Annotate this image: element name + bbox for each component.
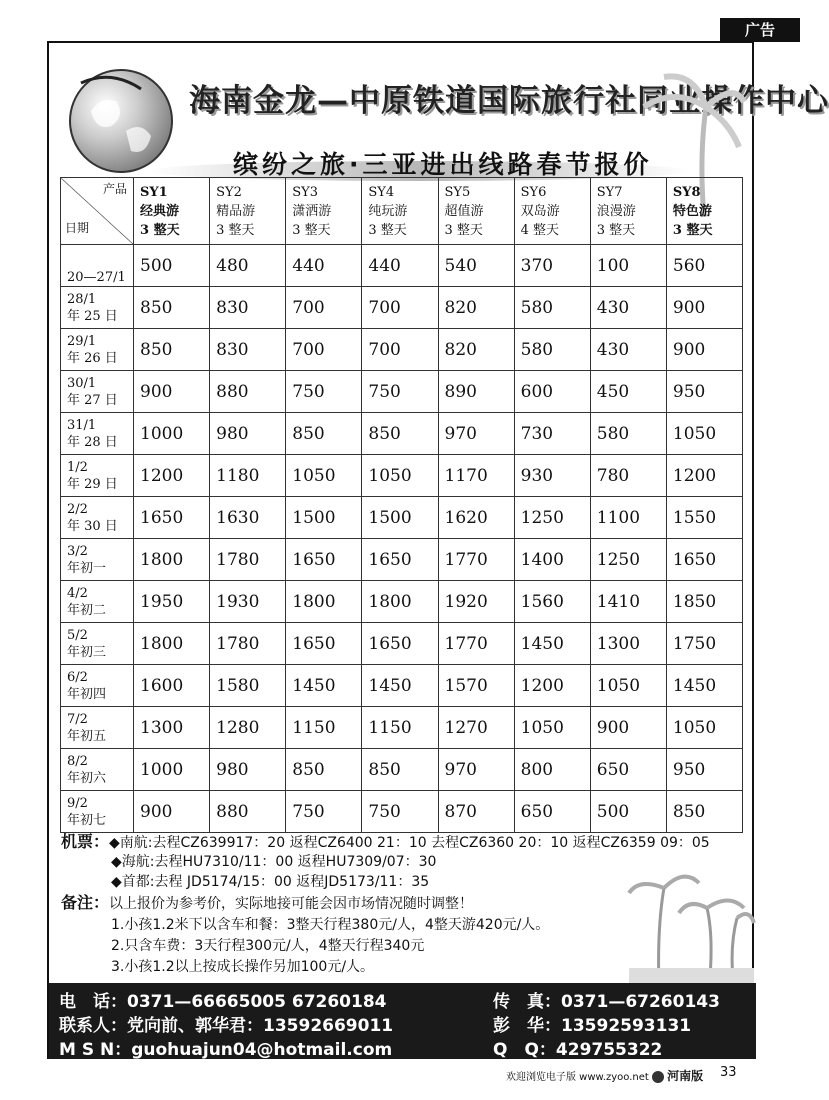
price-cell: 1170: [438, 455, 514, 497]
price-cell: 580: [590, 413, 666, 455]
price-cell: 1600: [134, 665, 210, 707]
contact-person-label: 联系人：: [59, 1016, 127, 1036]
price-cell: 830: [210, 329, 286, 371]
price-cell: 700: [362, 287, 438, 329]
price-table: [60, 177, 743, 833]
date-cell: [61, 287, 134, 329]
price-cell: 850: [362, 749, 438, 791]
price-cell: 1770: [438, 623, 514, 665]
price-cell: 1780: [210, 539, 286, 581]
notes-label: 备注：: [61, 893, 110, 912]
page-title: 海南金龙—中原铁道国际旅行社同业操作中心: [189, 83, 829, 119]
price-cell: 930: [514, 455, 590, 497]
fax-label: 传 真：: [493, 992, 561, 1012]
msn-label: M S N：: [59, 1040, 132, 1060]
price-cell: 780: [590, 455, 666, 497]
date-d1: 6/2: [67, 669, 88, 685]
price-cell: 700: [286, 287, 362, 329]
column-days: 3 整天: [368, 222, 407, 238]
price-cell: 480: [210, 245, 286, 287]
price-cell: 1450: [514, 623, 590, 665]
price-cell: 900: [590, 707, 666, 749]
date-d2: 年初一: [67, 560, 107, 576]
ticket-line-3: ◆首都:去程 JD5174/15：00 返程JD5173/11：35: [111, 874, 430, 890]
price-cell: 1450: [666, 665, 742, 707]
date-cell: [61, 749, 134, 791]
price-cell: 1950: [134, 581, 210, 623]
price-cell: 1800: [134, 623, 210, 665]
tickets-section: [61, 832, 710, 892]
price-cell: 700: [362, 329, 438, 371]
price-cell: 850: [286, 749, 362, 791]
price-cell: 1800: [286, 581, 362, 623]
globe-logo: [69, 69, 173, 173]
table-row: [61, 287, 743, 329]
phone-label: 电 话：: [59, 992, 127, 1012]
table-row: [61, 623, 743, 665]
msn-value: guohuajun04@hotmail.com: [131, 1040, 393, 1060]
date-d2: 年 30 日: [67, 518, 118, 534]
price-cell: 1800: [134, 539, 210, 581]
price-cell: 1650: [134, 497, 210, 539]
price-cell: 560: [666, 245, 742, 287]
price-cell: 1650: [286, 623, 362, 665]
price-cell: 1280: [210, 707, 286, 749]
price-cell: 820: [438, 287, 514, 329]
price-cell: 1300: [134, 707, 210, 749]
date-d2: 年初六: [67, 770, 107, 786]
date-d2: 年初七: [67, 812, 107, 828]
price-cell: 1250: [590, 539, 666, 581]
table-row: [61, 665, 743, 707]
price-cell: 1270: [438, 707, 514, 749]
date-d1: 7/2: [67, 711, 88, 727]
price-cell: 1300: [590, 623, 666, 665]
date-d2: 年初三: [67, 644, 107, 660]
price-cell: 700: [286, 329, 362, 371]
date-d2: 年初五: [67, 728, 107, 744]
price-cell: 880: [210, 371, 286, 413]
contact-person-value: 党向前、郭华君：13592669011: [127, 1016, 394, 1036]
price-cell: 580: [514, 329, 590, 371]
price-cell: 1920: [438, 581, 514, 623]
column-days: 3 整天: [216, 222, 255, 238]
column-code: SY7: [596, 184, 623, 200]
price-cell: 870: [438, 791, 514, 833]
price-cell: 440: [362, 245, 438, 287]
price-cell: 1150: [286, 707, 362, 749]
price-cell: 980: [210, 749, 286, 791]
table-row: [61, 455, 743, 497]
price-cell: 890: [438, 371, 514, 413]
date-cell: [61, 497, 134, 539]
date-d2: 年 28 日: [67, 434, 118, 450]
contact-person2-value: 13592593131: [561, 1016, 692, 1036]
price-cell: 1450: [362, 665, 438, 707]
price-cell: 1050: [514, 707, 590, 749]
price-cell: 100: [590, 245, 666, 287]
price-cell: 1930: [210, 581, 286, 623]
column-header-sy6: [514, 178, 590, 245]
price-cell: 950: [666, 749, 742, 791]
price-cell: 970: [438, 749, 514, 791]
date-cell: [61, 581, 134, 623]
price-cell: 1250: [514, 497, 590, 539]
price-cell: 850: [286, 413, 362, 455]
note-item-3: 3.小孩1.2以上按成长操作另加100元/人。: [111, 959, 375, 975]
price-cell: 1200: [514, 665, 590, 707]
price-cell: 750: [286, 791, 362, 833]
column-header-sy3: [286, 178, 362, 245]
column-header-sy8: [666, 178, 742, 245]
corner-product-label: 产品: [102, 182, 127, 196]
date-d1: 31/1: [67, 417, 97, 433]
price-cell: 970: [438, 413, 514, 455]
price-cell: 850: [134, 287, 210, 329]
corner-date-label: 日期: [65, 221, 90, 235]
price-cell: 1500: [286, 497, 362, 539]
price-cell: 1050: [666, 413, 742, 455]
table-row: [61, 707, 743, 749]
table-row: [61, 329, 743, 371]
date-d1: 3/2: [67, 543, 88, 559]
price-cell: 1650: [666, 539, 742, 581]
price-cell: 1750: [666, 623, 742, 665]
price-cell: 540: [438, 245, 514, 287]
tickets-label: 机票：: [61, 832, 110, 851]
price-cell: 800: [514, 749, 590, 791]
price-cell: 1200: [134, 455, 210, 497]
date-d2: 年 29 日: [67, 476, 118, 492]
price-cell: 600: [514, 371, 590, 413]
price-cell: 1560: [514, 581, 590, 623]
date-d2: 20—27/1: [67, 270, 126, 285]
table-row: [61, 539, 743, 581]
page-subtitle: 缤纷之旅·三亚进出线路春节报价: [233, 150, 653, 179]
phone-value: 0371—66665005 67260184: [127, 992, 387, 1012]
ad-frame: [47, 41, 829, 1060]
column-code: SY5: [444, 184, 471, 200]
price-cell: 900: [666, 287, 742, 329]
welcome-link-text[interactable]: 欢迎浏览电子版 www.zyoo.net: [506, 1072, 649, 1083]
table-row: [61, 791, 743, 833]
table-row: [61, 749, 743, 791]
qq-label: Q Q：: [493, 1040, 556, 1060]
qq-value: 429755322: [555, 1040, 663, 1060]
date-d2: 年 25 日: [67, 308, 118, 324]
palm-trees-icon: [629, 848, 754, 988]
price-cell: 580: [514, 287, 590, 329]
price-cell: 1650: [362, 539, 438, 581]
table-row: [61, 497, 743, 539]
price-cell: 850: [666, 791, 742, 833]
price-cell: 1620: [438, 497, 514, 539]
bottom-bar: [506, 1067, 703, 1084]
date-d2: 年 26 日: [67, 350, 118, 366]
column-days: 3 整天: [596, 222, 636, 238]
column-name: 潇洒游: [292, 203, 332, 219]
date-cell: [61, 665, 134, 707]
price-cell: 750: [362, 371, 438, 413]
column-days: 3 整天: [292, 222, 331, 238]
price-cell: 500: [134, 245, 210, 287]
column-name: 经典游: [140, 203, 180, 219]
note-item-1: 1.小孩1.2米下以含车和餐：3整天行程380元/人，4整天游420元/人。: [111, 917, 550, 933]
page-number: 33: [720, 1065, 737, 1080]
column-name: 浪漫游: [596, 203, 636, 219]
price-cell: 650: [514, 791, 590, 833]
column-code: SY6: [520, 184, 547, 200]
price-cell: 1050: [666, 707, 742, 749]
column-name: 双岛游: [520, 203, 560, 219]
date-d2: 年初四: [67, 686, 107, 702]
table-row: [61, 245, 743, 287]
price-cell: 430: [590, 287, 666, 329]
price-cell: 450: [590, 371, 666, 413]
table-row: [61, 371, 743, 413]
price-cell: 880: [210, 791, 286, 833]
price-cell: 730: [514, 413, 590, 455]
column-days: 3 整天: [444, 222, 483, 238]
price-cell: 1400: [514, 539, 590, 581]
price-cell: 820: [438, 329, 514, 371]
date-d1: 2/2: [67, 501, 88, 517]
column-code: SY1: [140, 184, 168, 200]
column-days: 3 整天: [140, 222, 180, 238]
price-cell: 1770: [438, 539, 514, 581]
column-code: SY4: [368, 184, 395, 200]
notes-intro: 以上报价为参考价，实际地接可能会因市场情况随时调整！: [109, 896, 474, 912]
price-cell: 430: [590, 329, 666, 371]
table-corner-cell: [61, 178, 134, 245]
globe-icon: [71, 71, 171, 171]
date-d2: 年 27 日: [67, 392, 118, 408]
date-cell: [61, 245, 134, 287]
price-cell: 1580: [210, 665, 286, 707]
date-cell: [61, 371, 134, 413]
price-cell: 650: [590, 749, 666, 791]
price-cell: 1570: [438, 665, 514, 707]
date-cell: [61, 329, 134, 371]
ticket-line-2: ◆海航:去程HU7310/11：00 返程HU7309/07：30: [111, 854, 437, 870]
price-cell: 370: [514, 245, 590, 287]
price-cell: 1050: [362, 455, 438, 497]
price-cell: 830: [210, 287, 286, 329]
date-d2: 年初二: [67, 602, 107, 618]
note-item-2: 2.只含车费：3天行程300元/人，4整天行程340元: [111, 938, 425, 954]
column-header-sy5: [438, 178, 514, 245]
price-cell: 900: [134, 791, 210, 833]
date-cell: [61, 623, 134, 665]
table-header-row: [61, 178, 743, 245]
price-cell: 1150: [362, 707, 438, 749]
column-name: 纯玩游: [368, 203, 408, 219]
column-name: 精品游: [216, 203, 256, 219]
column-header-sy2: [210, 178, 286, 245]
price-cell: 500: [590, 791, 666, 833]
price-cell: 1050: [590, 665, 666, 707]
price-cell: 850: [134, 329, 210, 371]
date-d1: 30/1: [67, 375, 97, 391]
price-cell: 1550: [666, 497, 742, 539]
price-cell: 1100: [590, 497, 666, 539]
column-name: 超值游: [444, 203, 484, 219]
edition-label: 河南版: [667, 1069, 704, 1083]
date-cell: [61, 413, 134, 455]
date-d1: 28/1: [67, 291, 97, 307]
ticket-line-1: ◆南航:去程CZ639917：20 返程CZ6400 21：10 去程CZ6360 20：10 返程CZ6359 09：05: [109, 835, 710, 851]
price-cell: 1000: [134, 413, 210, 455]
price-cell: 1800: [362, 581, 438, 623]
notes-section: [61, 892, 549, 978]
column-header-sy4: [362, 178, 438, 245]
price-cell: 980: [210, 413, 286, 455]
table-row: [61, 581, 743, 623]
column-code: SY8: [672, 184, 701, 200]
column-code: SY2: [216, 184, 242, 200]
price-cell: 1000: [134, 749, 210, 791]
date-d1: 8/2: [67, 753, 88, 769]
price-cell: 900: [134, 371, 210, 413]
column-name: 特色游: [672, 203, 712, 219]
date-cell: [61, 791, 134, 833]
column-code: SY3: [292, 184, 319, 200]
date-cell: [61, 455, 134, 497]
price-cell: 440: [286, 245, 362, 287]
fax-value: 0371—67260143: [561, 992, 720, 1012]
price-cell: 750: [362, 791, 438, 833]
price-cell: 1650: [362, 623, 438, 665]
date-d1: 9/2: [67, 795, 88, 811]
price-cell: 850: [362, 413, 438, 455]
price-cell: 900: [666, 329, 742, 371]
date-cell: [61, 707, 134, 749]
date-cell: [61, 539, 134, 581]
price-cell: 1180: [210, 455, 286, 497]
date-d1: 5/2: [67, 627, 88, 643]
price-cell: 1050: [286, 455, 362, 497]
price-cell: 1200: [666, 455, 742, 497]
column-header-sy7: [590, 178, 666, 245]
ad-tag: 广告: [720, 18, 800, 42]
price-cell: 750: [286, 371, 362, 413]
column-days: 4 整天: [520, 222, 560, 238]
price-cell: 950: [666, 371, 742, 413]
date-d1: 4/2: [67, 585, 88, 601]
price-cell: 1500: [362, 497, 438, 539]
price-cell: 1410: [590, 581, 666, 623]
price-cell: 1850: [666, 581, 742, 623]
table-row: [61, 413, 743, 455]
date-d1: 29/1: [67, 333, 97, 349]
contact-person2-label: 彭 华：: [493, 1016, 561, 1036]
price-cell: 1450: [286, 665, 362, 707]
column-header-sy1: [134, 178, 210, 245]
price-cell: 1630: [210, 497, 286, 539]
contact-footer: [49, 983, 756, 1059]
price-cell: 1650: [286, 539, 362, 581]
column-days: 3 整天: [672, 222, 713, 238]
edition-icon: [652, 1071, 664, 1083]
date-d1: 1/2: [67, 459, 88, 475]
price-cell: 1780: [210, 623, 286, 665]
